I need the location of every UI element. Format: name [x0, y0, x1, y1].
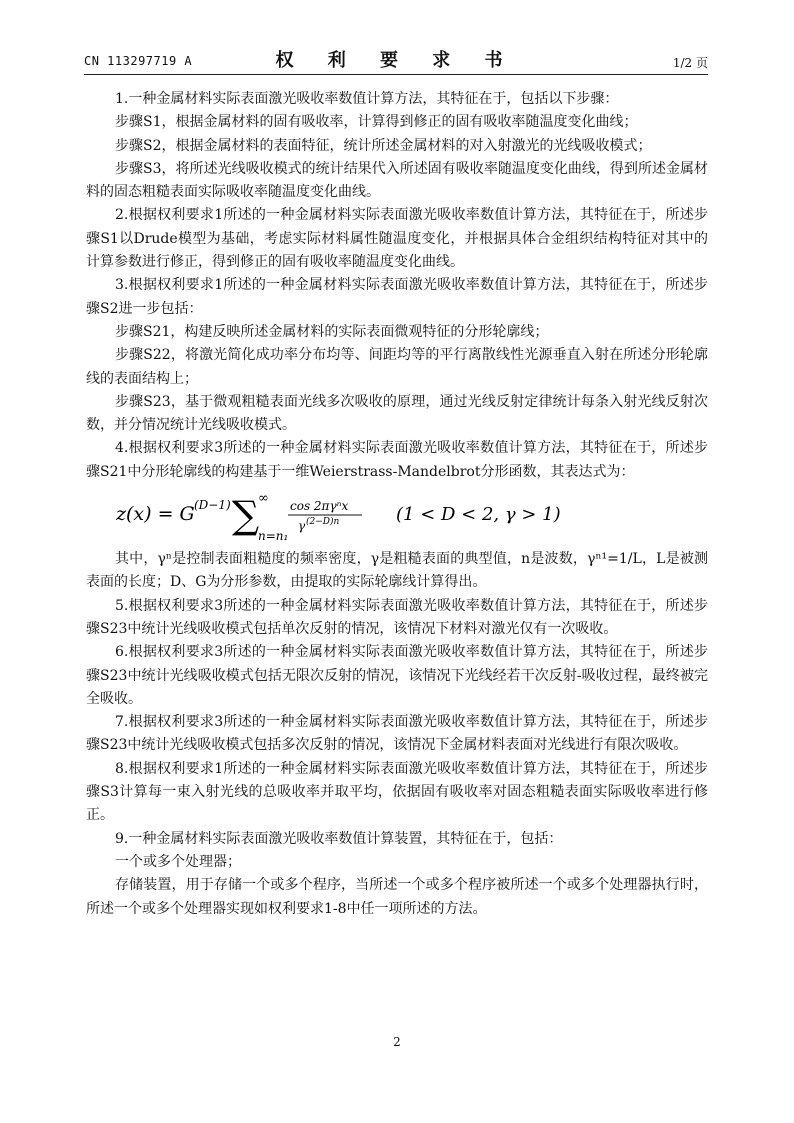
formula-condition: (1 < D < 2, γ > 1): [396, 504, 561, 526]
claim-2: 2.根据权利要求1所述的一种金属材料实际表面激光吸收率数值计算方法，其特征在于，所述步骤S1以Drude模型为基础，考虑实际材料属性随温度变化，并根据具体合金组织结构特征对其中的计算参数进行修正，得到修正的固有吸收率随温度变化曲线。: [86, 207, 708, 271]
formula-g-exponent: (D−1): [194, 498, 231, 513]
claim-5: 5.根据权利要求3所述的一种金属材料实际表面激光吸收率数值计算方法，其特征在于，所述步骤S23中统计光线吸收模式包括单次反射的情况，该情况下材料对激光仅有一次吸收。: [86, 597, 708, 637]
fraction-numerator: cos 2πγⁿx: [290, 499, 349, 514]
claim-6: 6.根据权利要求3所述的一种金属材料实际表面激光吸收率数值计算方法，其特征在于，所述步骤S23中统计光线吸收模式包括无限次反射的情况，该情况下光线经若干次反射-吸收过程，最终被完全吸收。: [86, 644, 708, 707]
formula-lhs: z(x) = G: [116, 503, 195, 526]
claims-body: [86, 88, 708, 921]
claim-1-step-s1: 步骤S1，根据金属材料的固有吸收率，计算得到修正的固有吸收率随温度变化曲线；: [115, 114, 638, 131]
summation-upper: ∞: [258, 491, 269, 507]
patent-number: CN 113297719 A: [84, 54, 193, 68]
claim-9-storage: 存储装置，用于存储一个或多个程序，当所述一个或多个程序被所述一个或多个处理器执行时，所述一个或多个处理器实现如权利要求1-8中任一项所述的方法。: [86, 877, 708, 917]
claim-8: 8.根据权利要求1所述的一种金属材料实际表面激光吸收率数值计算方法，其特征在于，所述步骤S3计算每一束入射光线的总吸收率并取平均，依据固有吸收率对固态粗糙表面实际吸收率进行修正。: [86, 760, 708, 824]
claim-3-step-s21: 步骤S21，构建反映所述金属材料的实际表面微观特征的分形轮廓线；: [115, 323, 549, 340]
page-title: 权 利 要 求 书: [275, 50, 517, 71]
claim-7: 7.根据权利要求3所述的一种金属材料实际表面激光吸收率数值计算方法，其特征在于，所述步骤S23中统计光线吸收模式包括多次反射的情况，该情况下金属材料表面对光线进行有限次吸收。: [86, 714, 708, 754]
formula-graphic: [116, 488, 636, 544]
claim-3: 3.根据权利要求1所述的一种金属材料实际表面激光吸收率数值计算方法，其特征在于，所述步骤S2进一步包括：: [86, 277, 708, 317]
claim-3-step-s23: 步骤S23，基于微观粗糙表面光线多次吸收的原理，通过光线反射定律统计每条入射光线反射次数，并分情况统计光线吸收模式。: [86, 393, 708, 434]
claim-1-step-s2: 步骤S2，根据金属材料的表面特征，统计所述金属材料的对入射激光的光线吸收模式；: [115, 137, 652, 154]
claim-9: 9.一种金属材料实际表面激光吸收率数值计算装置，其特征在于，包括：: [115, 830, 563, 847]
claim-9-processor: 一个或多个处理器；: [115, 853, 241, 870]
page-count: 1/2 页: [672, 56, 708, 70]
summation-symbol: ∑: [232, 493, 260, 538]
formula-explanation: 其中，γⁿ是控制表面粗糙度的频率密度，γ是粗糙表面的典型值，n是波数，γⁿ¹=1/L，L是被测表面的长度；D、G为分形参数，由提取的实际轮廓线计算得出。: [86, 551, 708, 591]
page-header: [84, 46, 708, 72]
page-number: 2: [393, 1035, 401, 1049]
claim-1: 1.一种金属材料实际表面激光吸收率数值计算方法，其特征在于，包括以下步骤：: [115, 91, 619, 107]
denominator-exponent: (2−D)n: [306, 517, 340, 528]
claim-4: 4.根据权利要求3所述的一种金属材料实际表面激光吸收率数值计算方法，其特征在于，所述步骤S21中分形轮廓线的构建基于一维Weierstrass-Mandelbrot分形函数，其表达式为：: [86, 440, 708, 480]
claim-1-step-s3: 步骤S3，将所述光线吸收模式的统计结果代入所述固有吸收率随温度变化曲线，得到所述金属材料的固态粗糙表面实际吸收率随温度变化曲线。: [86, 160, 708, 201]
fractal-formula: [116, 488, 708, 544]
fraction-denominator: γ: [298, 519, 306, 534]
claim-3-step-s22: 步骤S22，将激光简化成功率分布均等、间距均等的平行离散线性光源垂直入射在所述分形轮廓线的表面结构上；: [86, 347, 708, 387]
summation-lower: n=n₁: [258, 529, 289, 544]
header-rule: [84, 74, 708, 75]
